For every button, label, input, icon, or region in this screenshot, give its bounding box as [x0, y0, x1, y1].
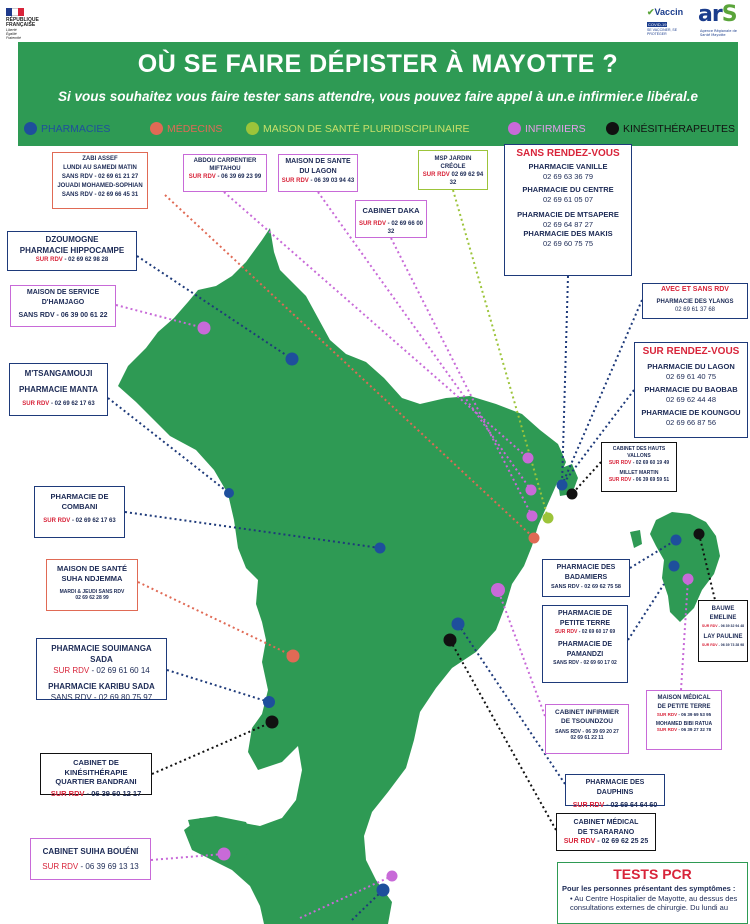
sur-rdv-label: SUR RDV	[656, 727, 678, 732]
box-line: DE TSOUNDZOU	[561, 718, 613, 725]
box-line: SANS RDV - 06 39 69 20 27	[555, 729, 619, 735]
sur-rdv-label: SUR RDV	[188, 174, 216, 180]
republic-line2: FRANÇAISE	[6, 22, 36, 28]
box-pharmacie-combani	[34, 486, 125, 538]
box-line: M'TSANGAMOUJI	[24, 369, 93, 378]
phone-number: - 06 39 27 32 78	[678, 727, 712, 732]
pharmacy-name: PHARMACIE DE KOUNGOU	[641, 408, 741, 417]
phone-number: - 06 39 60 12 17	[86, 788, 142, 798]
sur-rdv-label: SUR RDV	[422, 172, 450, 178]
phone-number: - 06 39 69 59 51	[632, 477, 670, 483]
box-heading: SUR RENDEZ-VOUS	[642, 346, 740, 357]
box-line: PHARMACIE DE	[50, 492, 109, 501]
phone-number: 02 69 62 44 48	[665, 394, 717, 404]
box-line: QUARTIER BANDRANI	[55, 777, 137, 786]
box-line: MOHAMED BIBI RATUA	[655, 721, 713, 727]
box-cabinet-suiha-boueni	[30, 838, 151, 880]
box-pharmacie-badamiers	[542, 559, 630, 597]
legend-label: KINÉSITHÉRAPEUTES	[623, 122, 736, 135]
health-center-dot	[543, 513, 554, 524]
box-line: CABINET INFIRMIER	[555, 709, 619, 716]
pharmacy-dot	[452, 618, 465, 631]
grande-terre-island	[118, 228, 566, 924]
nurse-dot	[491, 583, 505, 597]
box-mtsangamouji	[9, 363, 108, 416]
box-line: CABINET MÉDICAL	[573, 819, 639, 826]
nurse-dot	[198, 322, 211, 335]
phone-number: - 02 69 60 19 49	[632, 460, 670, 466]
box-line: 02 69 61 22 11	[570, 735, 604, 741]
box-line: PHARMACIE DES	[556, 564, 616, 571]
phone-number: 02 69 61 37 68	[674, 307, 716, 313]
phone-number: 02 69 64 87 27	[542, 219, 594, 229]
sur-rdv-label: SUR RDV	[22, 401, 50, 407]
sur-rdv-label: SUR RDV	[35, 257, 63, 263]
box-line: PHARMACIE KARIBU SADA	[48, 682, 155, 691]
box-line: VALLONS	[627, 453, 651, 459]
pharmacy-dot	[671, 535, 682, 546]
box-cabinet-tsararano	[556, 813, 656, 851]
box-zabi-assef	[52, 152, 148, 209]
box-line: COMBANI	[61, 501, 98, 511]
line-souimanga	[167, 670, 269, 702]
sur-rdv-label: SUR RDV	[608, 477, 632, 483]
legend-label: PHARMACIES	[41, 122, 111, 135]
legend-label: MAISON DE SANTÉ PLURIDISCIPLINAIRE	[263, 122, 470, 135]
nurse-dot	[683, 574, 694, 585]
box-line: SANS RDV - 02 69 80 75 97	[50, 693, 153, 702]
box-line: MSP JARDIN	[434, 156, 472, 162]
phone-number: - 02 69 62 98 28	[64, 257, 109, 263]
pharmacy-dot	[224, 488, 234, 498]
pharmacy-name: PHARMACIE DU LAGON	[647, 362, 735, 371]
phone-number: - 02 69 66 00 32	[387, 220, 424, 235]
pharmacy-name: PHARMACIE DE MTSAPERE	[517, 210, 619, 219]
physio-dot	[444, 634, 457, 647]
box-line: MAISON DE SANTE	[285, 158, 351, 165]
pharmacy-dot	[286, 353, 299, 366]
pharmacy-dot	[377, 884, 390, 897]
box-line: SANS RDV - 06 39 00 61 22	[18, 312, 108, 319]
republic-motto1: Liberté	[6, 28, 17, 32]
box-line: PAMANDZI	[566, 651, 604, 658]
box-pharmacie-petite-terre	[542, 605, 628, 683]
sur-rdv-label: SUR RDV	[281, 178, 309, 184]
box-line: CABINET DAKA	[362, 206, 420, 215]
phone-number: 02 69 62 94 32	[449, 172, 484, 186]
box-line: DE PETITE TERRE	[657, 704, 711, 710]
box-pharmacie-souimanga	[36, 638, 167, 700]
phone-number: - 02 69 64 64 60	[606, 802, 658, 809]
box-line: SUHA NDJEMMA	[61, 573, 123, 583]
nurse-dot	[387, 871, 398, 882]
phone-number: - 06 39 03 94 43	[310, 178, 355, 184]
phone-number: - 06 39 73 28 98	[718, 643, 745, 647]
sur-rdv-label: SUR RDV	[701, 643, 718, 647]
sur-rdv-label: SUR RDV	[554, 629, 578, 635]
box-line: BAUWE	[711, 606, 735, 612]
sur-rdv-label: SUR RDV	[572, 802, 605, 809]
pharmacy-name: PHARMACIE DU CENTRE	[522, 185, 614, 194]
box-line: MIFTAHOU	[209, 166, 241, 172]
nurse-dot	[523, 453, 534, 464]
box-line: DZOUMOGNE	[45, 235, 99, 244]
box-line: EMELINE	[709, 615, 737, 621]
doctor-dot	[529, 533, 540, 544]
box-line: SANS RDV - 02 69 62 75 58	[550, 584, 621, 590]
pharmacy-dot	[263, 696, 275, 708]
box-line: MAISON DE SERVICE	[26, 289, 100, 296]
box-line: ABDOU CARPENTIER	[193, 158, 257, 164]
page-title: OÙ SE FAIRE DÉPISTER À MAYOTTE ?	[137, 50, 619, 78]
box-cabinet-tsoundzou	[545, 704, 629, 754]
physio-dot	[567, 489, 578, 500]
line-tsoundzou	[498, 590, 545, 716]
box-line: SANS RDV - 02 69 66 45 31	[61, 192, 139, 198]
box-line: SANS RDV - 02 69 61 21 27	[61, 174, 139, 180]
ars-sub: Agence Régionale de Santé Mayotte	[700, 29, 737, 37]
phone-number: - 02 69 62 17 63	[50, 401, 95, 407]
sur-rdv-label: SUR RDV	[42, 862, 79, 871]
republic-line1: RÉPUBLIQUE	[6, 17, 39, 23]
phone-number: 02 69 61 05 07	[542, 194, 594, 204]
box-line: PHARMACIE SOUIMANGA SADA	[51, 644, 152, 664]
box-line: CRÉOLE	[440, 164, 466, 170]
box-avec-et-sans-rdv	[642, 283, 748, 319]
box-pharmacie-dauphins	[565, 774, 665, 809]
sur-rdv-label: SUR RDV	[656, 712, 678, 717]
box-line: PHARMACIE HIPPOCAMPE	[19, 246, 125, 255]
box-line: CABINET DES HAUTS	[612, 446, 666, 452]
phone-number: - 02 69 62 25 25	[597, 838, 649, 845]
box-maison-medical-petite-terre	[646, 690, 722, 750]
pharmacy-dot	[669, 561, 680, 572]
box-heading: AVEC ET SANS RDV	[661, 286, 729, 293]
phone-number: - 02 69 61 60 14	[91, 666, 150, 675]
box-msp-jardin-creole	[418, 150, 488, 190]
republic-motto3: Fraternité	[6, 36, 21, 40]
box-line: MARDI & JEUDI SANS RDV	[59, 589, 125, 595]
vaccin-covid: COVID-19	[648, 22, 667, 27]
phone-number: - 06 39 69 23 99	[217, 174, 262, 180]
box-maison-suha	[46, 559, 138, 611]
legend-label: MÉDECINS	[167, 122, 223, 135]
pharmacy-name: PHARMACIE DU BAOBAB	[644, 385, 738, 394]
box-kine-bandrani	[40, 753, 152, 798]
pcr-paragraph-1: Pour les personnes présentant des symptômes :	[562, 884, 736, 893]
box-cabinet-daka	[355, 200, 427, 238]
box-line: MAISON DE SANTÉ	[56, 564, 127, 573]
pharmacy-name: PHARMACIE DES MAKIS	[523, 229, 613, 238]
nurse-dot	[527, 511, 538, 522]
box-line: PHARMACIE DES DAUPHINS	[585, 779, 645, 796]
petite-terre-islet	[630, 530, 642, 548]
box-bauwe-lay	[698, 600, 748, 662]
phone-number: - 06 39 32 94 48	[718, 624, 745, 628]
pcr-paragraph-2: • Au Centre Hospitalier de Mayotte, au dessus des consultations externes de chirurgie. Du lundi au	[570, 894, 738, 912]
vaccin-text: Vaccin	[654, 7, 684, 17]
box-line: 02 69 62 28 99	[75, 595, 109, 601]
sur-rdv-label: SUR RDV	[701, 624, 718, 628]
box-line: ZABI ASSEF	[82, 156, 118, 162]
ars-text: ar	[698, 2, 722, 27]
sur-rdv-label: SUR RDV	[563, 838, 596, 845]
sur-rdv-label: SUR RDV	[53, 666, 90, 675]
page-subtitle: Si vous souhaitez vous faire tester sans attendre, vous pouvez faire appel à un.e infirmier.e libéral.e	[58, 89, 698, 104]
ars-s: S	[721, 2, 737, 27]
sur-rdv-label: SUR RDV	[358, 220, 386, 227]
physio-dot	[266, 716, 279, 729]
line-petiteterre	[628, 584, 664, 640]
box-line: DU LAGON	[299, 168, 337, 175]
phone-number: 02 69 66 87 56	[665, 417, 717, 427]
pcr-title: TESTS PCR	[613, 866, 692, 882]
pharmacy-dot	[375, 543, 386, 554]
republic-motto2: Égalité	[6, 32, 17, 36]
phone-number: - 02 69 60 17 69	[578, 629, 616, 635]
box-heading: SANS RENDEZ-VOUS	[516, 148, 620, 159]
pharmacy-name: PHARMACIE DES YLANGS	[656, 299, 734, 305]
sur-rdv-label: SUR RDV	[608, 460, 632, 466]
box-line: CABINET SUIHA BOUÉNI	[42, 847, 139, 856]
box-line: BADAMIERS	[564, 574, 608, 581]
line-tsararano	[450, 640, 556, 830]
phone-number: 02 69 63 36 79	[542, 171, 594, 181]
line-sansrdv	[562, 276, 568, 485]
box-sur-rendez-vous	[634, 342, 748, 438]
legend-label: INFIRMIERS	[525, 122, 586, 135]
sur-rdv-label: SUR RDV	[50, 788, 85, 798]
box-line: SANS RDV - 02 69 60 17 02	[553, 660, 617, 666]
physio-dot	[694, 529, 705, 540]
box-dzoumogne	[7, 231, 137, 271]
nurse-dot	[218, 848, 231, 861]
box-line: LAY PAULINE	[703, 634, 743, 640]
phone-number: - 06 39 69 13 13	[80, 862, 139, 871]
pcr-tests-panel	[557, 862, 748, 924]
box-line: DE TSARARANO	[577, 828, 635, 836]
box-line: CABINET DE KINÉSITHÉRAPIE	[64, 758, 128, 777]
box-maison-sante-lagon	[278, 154, 358, 192]
box-line: LUNDI AU SAMEDI MATIN	[63, 165, 137, 171]
doctor-dot	[287, 650, 300, 663]
box-line: PHARMACIE DE	[557, 610, 613, 617]
box-line: JOUADI MOHAMED-SOPHIAN	[57, 183, 143, 189]
box-line: MAISON MÉDICAL	[657, 695, 711, 701]
phone-number: - 06 39 69 53 95	[678, 712, 712, 717]
phone-number: - 02 69 62 17 63	[71, 518, 116, 524]
box-line: PHARMACIE MANTA	[19, 385, 98, 394]
box-line: D'HAMJAGO	[41, 299, 85, 306]
box-cabinet-hauts-vallons	[601, 442, 677, 492]
box-maison-hamjago	[10, 285, 116, 327]
pharmacy-dot	[557, 480, 568, 491]
box-abdou-carpentier	[183, 154, 267, 192]
vaccin-covid-logo: ✔Vaccin COVID-19 SE VACCINER, SE PROTÉGER	[647, 7, 691, 33]
box-line: MILLET MARTIN	[619, 470, 659, 476]
nurse-dot	[526, 485, 537, 496]
phone-number: 02 69 60 75 75	[542, 238, 594, 248]
box-sans-rendez-vous	[504, 144, 632, 276]
sur-rdv-label: SUR RDV	[43, 518, 71, 524]
box-line: PETITE TERRE	[559, 620, 611, 627]
box-line: PHARMACIE DE	[557, 641, 613, 648]
phone-number: 02 69 61 40 75	[665, 371, 717, 381]
vaccin-sub: SE VACCINER, SE PROTÉGER	[647, 28, 678, 36]
pharmacy-name: PHARMACIE VANILLE	[528, 162, 608, 171]
